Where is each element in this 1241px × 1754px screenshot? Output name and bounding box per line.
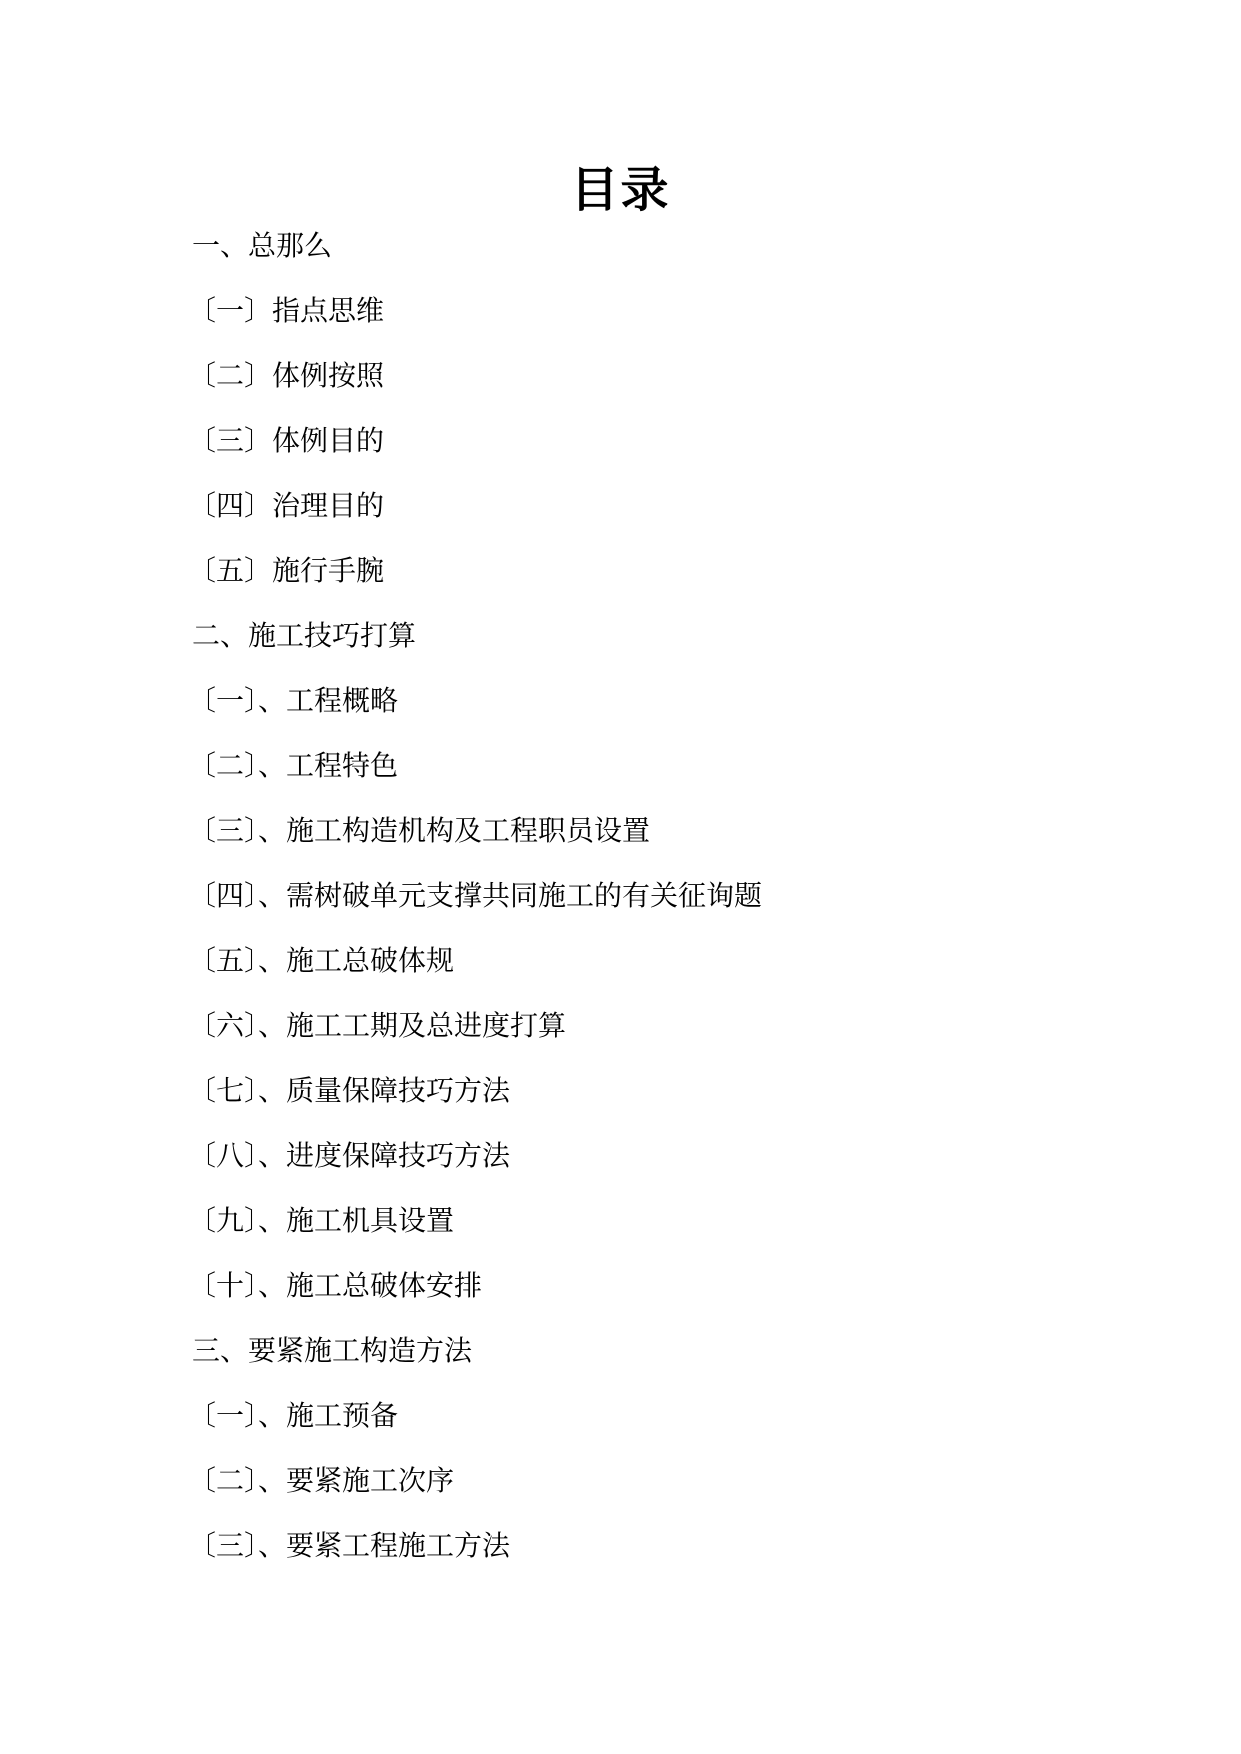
toc-section-heading: 二、施工技巧打算 [192,619,417,652]
toc-subsection-item: 〔三〕体例目的 [188,424,385,457]
toc-subsection-item: 〔五〕、施工总破体规 [188,944,455,977]
toc-subsection-item: 〔四〕治理目的 [188,489,385,522]
toc-subsection-item: 〔六〕、施工工期及总进度打算 [188,1009,567,1042]
toc-subsection-item: 〔八〕、进度保障技巧方法 [188,1139,511,1172]
toc-subsection-item: 〔十〕、施工总破体安排 [188,1269,483,1302]
toc-subsection-item: 〔五〕施行手腕 [188,554,385,587]
toc-section-heading: 三、要紧施工构造方法 [192,1334,473,1367]
toc-subsection-item: 〔三〕、要紧工程施工方法 [188,1529,511,1562]
toc-subsection-item: 〔一〕、施工预备 [188,1399,399,1432]
toc-subsection-item: 〔二〕、工程特色 [188,749,399,782]
toc-subsection-item: 〔四〕、需树破单元支撑共同施工的有关征询题 [188,879,763,912]
toc-subsection-item: 〔二〕体例按照 [188,359,385,392]
toc-title: 目录 [570,162,671,218]
toc-subsection-item: 〔一〕指点思维 [188,294,385,327]
toc-list [188,229,1092,1596]
toc-subsection-item: 〔七〕、质量保障技巧方法 [188,1074,511,1107]
toc-subsection-item: 〔一〕、工程概略 [188,684,399,717]
toc-subsection-item: 〔三〕、施工构造机构及工程职员设置 [188,814,651,847]
toc-subsection-item: 〔二〕、要紧施工次序 [188,1464,455,1497]
toc-section-heading: 一、总那么 [192,229,333,262]
toc-subsection-item: 〔九〕、施工机具设置 [188,1204,455,1237]
